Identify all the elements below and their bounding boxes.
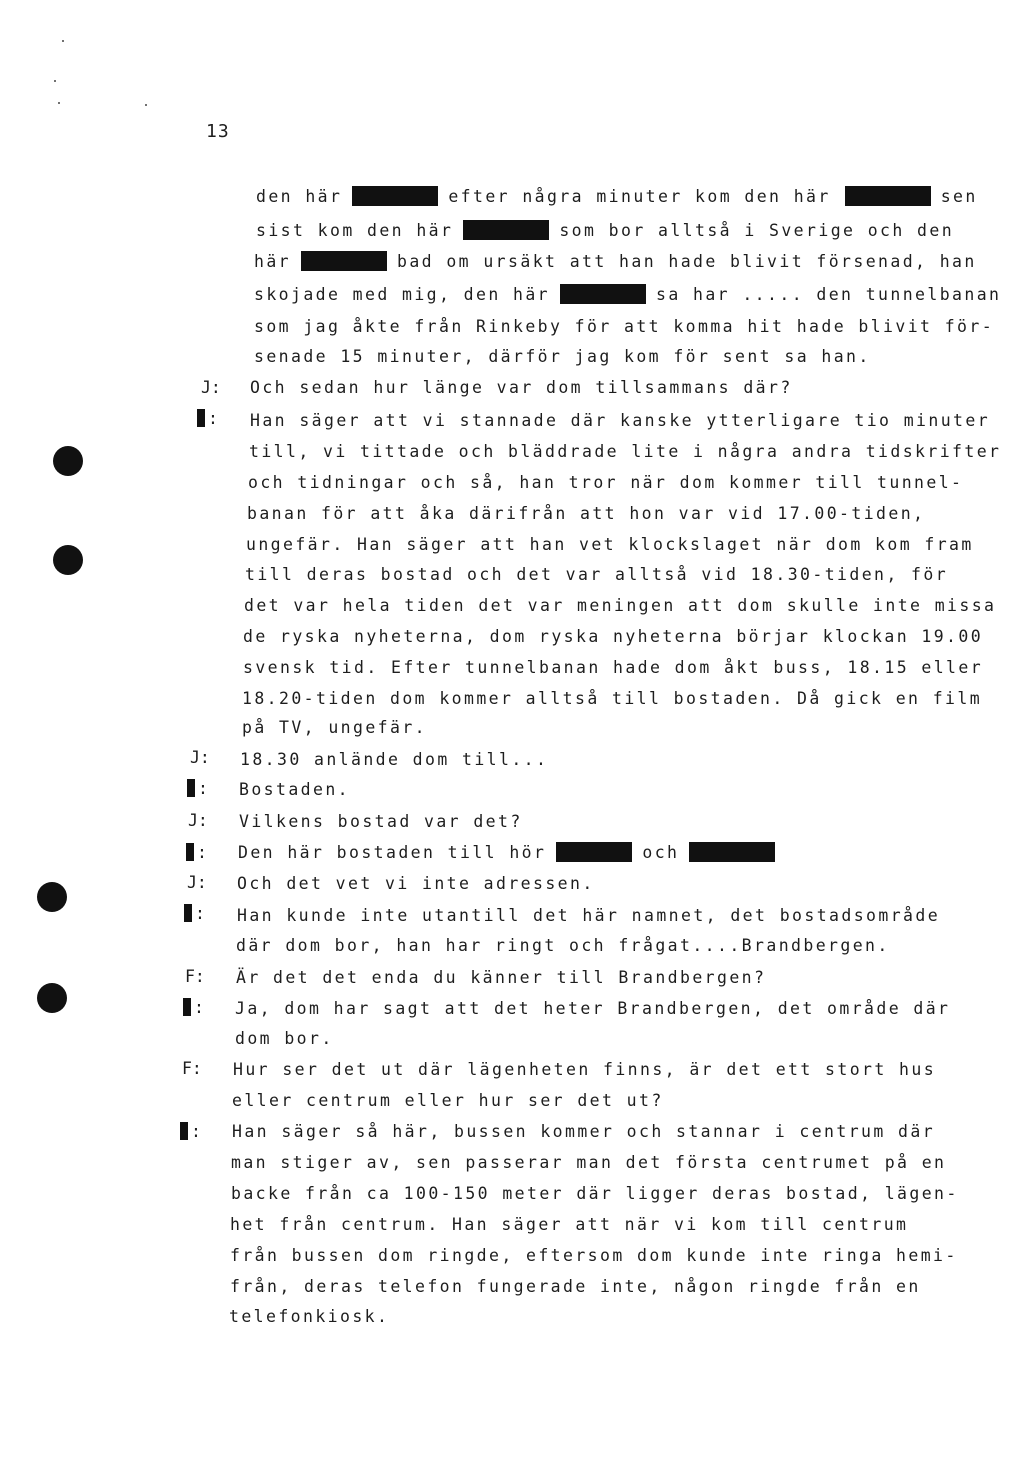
text-segment: skojade med mig, den här: [254, 285, 551, 304]
speaker-colon: :: [195, 904, 205, 923]
redacted-speaker-mark: [183, 998, 191, 1016]
text-line: Ja, dom har sagt att det heter Brandbergen, det område där: [235, 999, 951, 1018]
speaker-label: [184, 903, 205, 925]
text-line: [256, 220, 954, 242]
punch-hole: [37, 882, 67, 912]
text-line: senade 15 minuter, därför jag kom för sent sa han.: [254, 347, 871, 366]
speaker-label: [180, 1121, 201, 1143]
page-number: 13: [206, 121, 230, 142]
text-segment: sa har ..... den tunnelbanan: [656, 285, 1002, 304]
text-line: Vilkens bostad var det?: [239, 812, 523, 831]
speaker-label: J:: [187, 873, 207, 892]
scan-speck: [62, 40, 64, 42]
text-segment: här: [254, 252, 292, 271]
text-segment: och: [642, 843, 680, 862]
text-segment: efter några minuter kom den här: [448, 187, 831, 206]
punch-hole: [37, 983, 67, 1013]
speaker-label: J:: [201, 378, 221, 397]
text-line: Är det det enda du känner till Brandbergen?: [236, 968, 767, 987]
speaker-label: J:: [190, 748, 210, 767]
speaker-label: [197, 408, 218, 430]
text-segment: som bor alltså i Sverige och den: [559, 221, 955, 240]
text-line: de ryska nyheterna, dom ryska nyheterna börjar klockan 19.00: [243, 627, 984, 646]
text-line: till deras bostad och det var alltså vid 18.30-tiden, för: [245, 565, 949, 584]
redaction-bar: [556, 842, 632, 862]
redaction-bar: [301, 251, 387, 271]
text-line: [238, 842, 785, 864]
scan-speck: [54, 80, 56, 82]
text-line: backe från ca 100-150 meter där ligger deras bostad, lägen-: [231, 1184, 959, 1203]
redacted-speaker-mark: [197, 409, 205, 427]
text-line: på TV, ungefär.: [242, 718, 428, 737]
text-line: dom bor.: [235, 1029, 334, 1048]
text-line: eller centrum eller hur ser det ut?: [232, 1091, 664, 1110]
text-line: Hur ser det ut där lägenheten finns, är det ett stort hus: [233, 1060, 937, 1079]
speaker-label: F:: [182, 1059, 202, 1078]
text-line: och tidningar och så, han tror när dom kommer till tunnel-: [248, 473, 964, 492]
redaction-bar: [352, 186, 438, 206]
punch-hole: [53, 545, 83, 575]
speaker-colon: :: [191, 1122, 201, 1141]
text-line: telefonkiosk.: [229, 1307, 390, 1326]
speaker-label: [183, 997, 204, 1019]
text-segment: den här: [256, 187, 343, 206]
redaction-bar: [463, 220, 549, 240]
text-line: Han säger så här, bussen kommer och stannar i centrum där: [232, 1122, 936, 1141]
text-line: som jag åkte från Rinkeby för att komma hit hade blivit för-: [254, 317, 995, 336]
redaction-bar: [845, 186, 931, 206]
speaker-label: J:: [188, 811, 208, 830]
redacted-speaker-mark: [180, 1122, 188, 1140]
text-line: [254, 284, 1001, 306]
text-line: 18.20-tiden dom kommer alltså till bostaden. Då gick en film: [242, 689, 983, 708]
speaker-label: F:: [185, 967, 205, 986]
text-line: från bussen dom ringde, eftersom dom kunde inte ringa hemi-: [230, 1246, 958, 1265]
text-segment: Den här bostaden till hör: [238, 843, 547, 862]
text-line: man stiger av, sen passerar man det första centrumet på en: [231, 1153, 947, 1172]
scan-speck: [145, 104, 147, 106]
text-line: till, vi tittade och bläddrade lite i några andra tidskrifter: [249, 442, 1002, 461]
text-line: där dom bor, han har ringt och frågat....Brandbergen.: [236, 936, 890, 955]
text-line: [254, 251, 977, 273]
text-segment: bad om ursäkt att han hade blivit försenad, han: [397, 252, 977, 271]
speaker-colon: :: [194, 998, 204, 1017]
text-line: det var hela tiden det var meningen att dom skulle inte missa: [244, 596, 997, 615]
text-line: Han kunde inte utantill det här namnet, det bostadsområde: [237, 906, 941, 925]
text-line: Han säger att vi stannade där kanske ytterligare tio minuter: [250, 411, 991, 430]
redaction-bar: [560, 284, 646, 304]
text-line: svensk tid. Efter tunnelbanan hade dom åkt buss, 18.15 eller: [243, 658, 984, 677]
scan-speck: [58, 102, 60, 104]
speaker-colon: :: [208, 409, 218, 428]
text-line: Bostaden.: [239, 780, 351, 799]
punch-hole: [53, 446, 83, 476]
text-line: ungefär. Han säger att han vet klockslaget när dom kom fram: [246, 535, 974, 554]
speaker-colon: :: [197, 843, 207, 862]
speaker-colon: :: [198, 779, 208, 798]
text-segment: sen: [940, 187, 978, 206]
text-line: Och sedan hur länge var dom tillsammans där?: [250, 378, 793, 397]
text-line: 18.30 anlände dom till...: [240, 750, 549, 769]
text-line: het från centrum. Han säger att när vi kom till centrum: [230, 1215, 909, 1234]
speaker-label: [187, 778, 208, 800]
text-line: från, deras telefon fungerade inte, någon ringde från en: [230, 1277, 921, 1296]
redaction-bar: [689, 842, 775, 862]
redacted-speaker-mark: [186, 843, 194, 861]
redacted-speaker-mark: [187, 779, 195, 797]
redacted-speaker-mark: [184, 904, 192, 922]
text-line: banan för att åka därifrån att hon var vid 17.00-tiden,: [247, 504, 926, 523]
speaker-label: [186, 842, 207, 864]
text-line: [256, 186, 978, 208]
text-line: Och det vet vi inte adressen.: [237, 874, 595, 893]
text-segment: sist kom den här: [256, 221, 454, 240]
